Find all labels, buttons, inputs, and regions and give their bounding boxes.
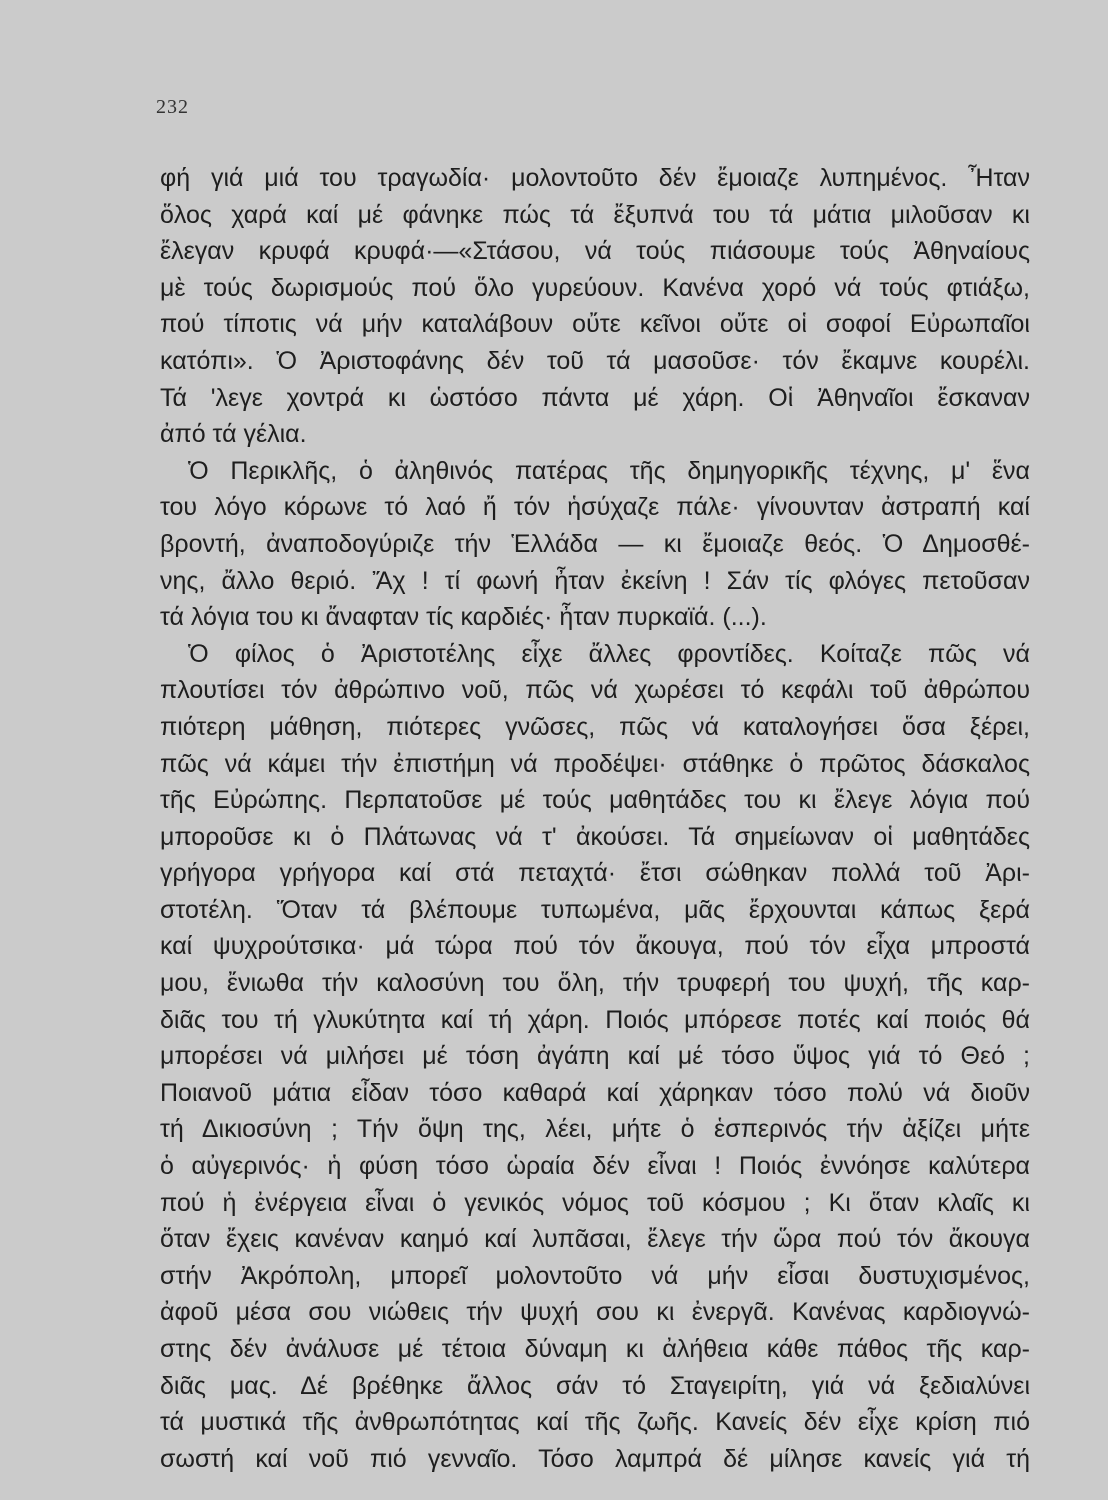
text-line: νης, ἄλλο θεριό. Ἄχ ! τί φωνή ἦταν ἐκείνη ! Σάν τίς φλόγες πετοῦσαν bbox=[160, 566, 1030, 595]
paragraph bbox=[160, 160, 1030, 453]
text-line: πλουτίσει τόν ἀθρώπινο νοῦ, πῶς νά χωρέσει τό κεφάλι τοῦ ἀθρώπου bbox=[160, 676, 1030, 705]
text-line: μποροῦσε κι ὁ Πλάτωνας νά τ' ἀκούσει. Τά σημείωναν οἱ μαθητάδες bbox=[160, 822, 1030, 851]
text-line: τῆς Εὐρώπης. Περπατοῦσε μέ τούς μαθητάδες του κι ἔλεγε λόγια πού bbox=[160, 786, 1030, 815]
paragraph bbox=[160, 453, 1030, 636]
text-line: Ὁ Περικλῆς, ὁ ἀληθινός πατέρας τῆς δημηγορικῆς τέχνης, μ' ἕνα bbox=[188, 456, 1030, 485]
text-line: ὁ αὐγερινός· ἡ φύση τόσο ὡραία δέν εἶναι ! Ποιός ἐννόησε καλύτερα bbox=[160, 1152, 1030, 1181]
text-line: βροντή, ἀναποδογύριζε τήν Ἑλλάδα — κι ἔμοιαζε θεός. Ὁ Δημοσθέ- bbox=[160, 529, 1030, 558]
text-line: φή γιά μιά του τραγωδία· μολοντοῦτο δέν ἔμοιαζε λυπημένος. Ἦταν bbox=[160, 164, 1030, 192]
text-line: πού ἡ ἐνέργεια εἶναι ὁ γενικός νόμος τοῦ κόσμου ; Κι ὅταν κλαῖς κι bbox=[160, 1188, 1030, 1217]
paragraph bbox=[160, 636, 1030, 1478]
text-line: ἔλεγαν κρυφά κρυφά·—«Στάσου, νά τούς πιάσουμε τούς Ἀθηναίους bbox=[160, 237, 1030, 266]
text-line: γρήγορα γρήγορα καί στά πεταχτά· ἔτσι σώθηκαν πολλά τοῦ Ἀρι- bbox=[160, 859, 1030, 888]
text-line: μου, ἔνιωθα τήν καλοσύνη του ὅλη, τήν τρυφερή του ψυχή, τῆς καρ- bbox=[160, 969, 1030, 998]
text-line: Τά 'λεγε χοντρά κι ὡστόσο πάντα μέ χάρη. Οἱ Ἀθηναῖοι ἔσκαναν bbox=[160, 383, 1030, 412]
text-line: ὅλος χαρά καί μέ φάνηκε πώς τά ἔξυπνά του τά μάτια μιλοῦσαν κι bbox=[160, 200, 1030, 229]
text-line: μὲ τούς δωρισμούς πού ὅλο γυρεύουν. Κανένα χορό νά τούς φτιάξω, bbox=[160, 273, 1030, 302]
text-line: ἀπό τά γέλια. bbox=[160, 420, 307, 449]
text-line: του λόγο κόρωνε τό λαό ἤ τόν ἡσύχαζε πάλε· γίνουνταν ἀστραπή καί bbox=[160, 493, 1030, 522]
text-line: πού τίποτις νά μήν καταλάβουν οὔτε κεῖνοι οὔτε οἱ σοφοί Εὐρωπαῖοι bbox=[160, 310, 1030, 339]
text-line: μπορέσει νά μιλήσει μέ τόση ἀγάπη καί μέ τόσο ὕψος γιά τό Θεό ; bbox=[160, 1042, 1030, 1071]
text-line: πιότερη μάθηση, πιότερες γνῶσες, πῶς νά καταλογήσει ὅσα ξέρει, bbox=[160, 712, 1030, 741]
text-line: στης δέν ἀνάλυσε μέ τέτοια δύναμη κι ἀλήθεια κάθε πάθος τῆς καρ- bbox=[160, 1335, 1030, 1363]
text-line: τά μυστικά τῆς ἀνθρωπότητας καί τῆς ζωῆς. Κανείς δέν εἶχε κρίση πιό bbox=[160, 1408, 1030, 1437]
text-line: ἀφοῦ μέσα σου νιώθεις τήν ψυχή σου κι ἐνεργᾶ. Κανένας καρδιογνώ- bbox=[160, 1298, 1030, 1327]
text-line: ὅταν ἔχεις κανέναν καημό καί λυπᾶσαι, ἔλεγε τήν ὥρα πού τόν ἄκουγα bbox=[160, 1225, 1030, 1254]
text-line: πῶς νά κάμει τήν ἐπιστήμη νά προδέψει· στάθηκε ὁ πρῶτος δάσκαλος bbox=[160, 749, 1030, 778]
text-line: κατόπι». Ὁ Ἀριστοφάνης δέν τοῦ τά μασοῦσε· τόν ἔκαμνε κουρέλι. bbox=[160, 346, 1030, 375]
text-line: Ποιανοῦ μάτια εἶδαν τόσο καθαρά καί χάρηκαν τόσο πολύ νά διοῦν bbox=[160, 1078, 1030, 1107]
text-line: διᾶς μας. Δέ βρέθηκε ἄλλος σάν τό Σταγειρίτη, γιά νά ξεδιαλύνει bbox=[160, 1371, 1030, 1400]
text-line: διᾶς του τή γλυκύτητα καί τή χάρη. Ποιός μπόρεσε ποτές καί ποιός θά bbox=[160, 1005, 1030, 1034]
text-line: στήν Ἀκρόπολη, μπορεῖ μολοντοῦτο νά μήν εἶσαι δυστυχισμένος, bbox=[160, 1261, 1030, 1290]
text-line: τή Δικιοσύνη ; Τήν ὄψη της, λέει, μήτε ὁ ἑσπερινός τήν ἀξίζει μήτε bbox=[160, 1115, 1030, 1144]
text-line: καί ψυχρούτσικα· μά τώρα πού τόν ἄκουγα, πού τόν εἶχα μπροστά bbox=[160, 932, 1030, 961]
page-number: 232 bbox=[156, 96, 189, 118]
text-line: στοτέλη. Ὅταν τά βλέπουμε τυπωμένα, μᾶς ἔρχουνται κάπως ξερά bbox=[160, 895, 1030, 924]
text-line: τά λόγια του κι ἄναφταν τίς καρδιές· ἦταν πυρκαϊά. (...). bbox=[160, 603, 767, 632]
text-line: Ὁ φίλος ὁ Ἀριστοτέλης εἶχε ἄλλες φροντίδες. Κοίταζε πῶς νά bbox=[188, 639, 1030, 668]
text-line: σωστή καί νοῦ πιό γενναῖο. Τόσο λαμπρά δέ μίλησε κανείς γιά τή bbox=[160, 1444, 1030, 1473]
page-body-text bbox=[160, 160, 1030, 1477]
